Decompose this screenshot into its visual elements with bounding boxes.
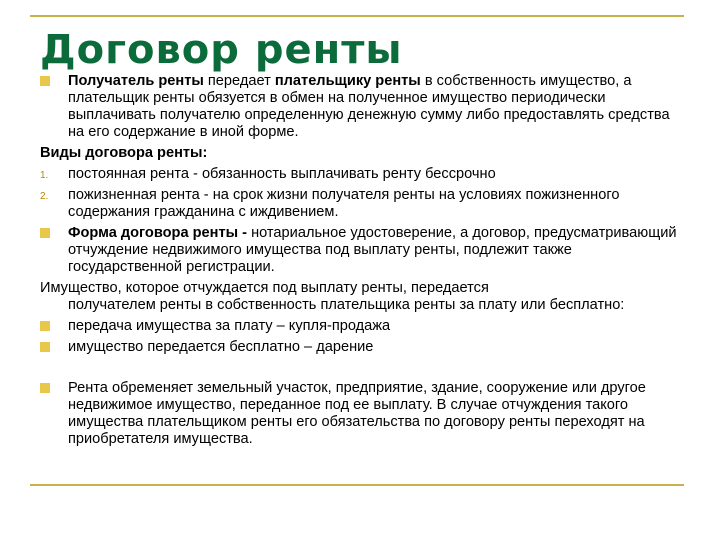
bullet-gift — [40, 339, 680, 356]
square-bullet-icon — [40, 228, 50, 238]
bullet-encumbrance — [40, 380, 680, 448]
types-heading — [40, 145, 680, 162]
number-marker: 1. — [40, 170, 49, 181]
recipient-term: Получатель ренты — [68, 73, 204, 89]
type-text: пожизненная рента - на срок жизни получателя ренты на условиях пожизненного содержания гражданина с иждивением. — [68, 187, 620, 220]
slide-body — [40, 73, 680, 452]
square-bullet-icon — [40, 383, 50, 393]
definition-text: передает — [203, 73, 275, 89]
gift-text: имущество передается бесплатно – дарение — [68, 339, 374, 355]
payer-term: плательщику ренты — [274, 73, 421, 89]
definition-text-cont: в собственность имущество, а плательщик ренты обязуется в обмен на полученное имущество периодически выплачивать получателю определенную денежную сумму либо предоставлять средства на его содержание в иной форме. — [68, 73, 670, 140]
form-term: Форма договора ренты - — [68, 225, 252, 241]
square-bullet-icon — [40, 76, 50, 86]
property-paragraph — [40, 280, 680, 314]
square-bullet-icon — [40, 321, 50, 331]
form-text: нотариальное удостоверение, а договор, предусматривающий отчуждение недвижимого имущества под выплату ренты, подлежит также государственной регистрации. — [68, 225, 677, 275]
property-text: Имущество, которое отчуждается под выплату ренты, передается — [40, 280, 489, 296]
type-item-2 — [40, 187, 680, 221]
bullet-sale — [40, 318, 680, 335]
types-heading-text: Виды договора ренты: — [40, 145, 208, 161]
square-bullet-icon — [40, 342, 50, 352]
slide-title: Договор ренты — [40, 27, 403, 73]
property-text-cont: получателем ренты в собственность плательщика ренты за плату или бесплатно: — [68, 297, 625, 313]
bullet-form — [40, 225, 680, 276]
number-marker: 2. — [40, 191, 49, 202]
type-text: постоянная рента - обязанность выплачивать ренту бессрочно — [68, 166, 496, 182]
bottom-divider — [30, 484, 684, 486]
sale-text: передача имущества за плату – купля-продажа — [68, 318, 391, 334]
encumbrance-text: Рента обременяет земельный участок, предприятие, здание, сооружение или другое недвижимое имущество, переданное под ее выплату. В случае отчуждения такого имущества плательщиком ренты его обязательства по договору ренты переходят на приобретателя имущества. — [68, 380, 646, 447]
type-item-1 — [40, 166, 680, 183]
bullet-definition — [40, 73, 680, 141]
top-divider — [30, 15, 684, 17]
